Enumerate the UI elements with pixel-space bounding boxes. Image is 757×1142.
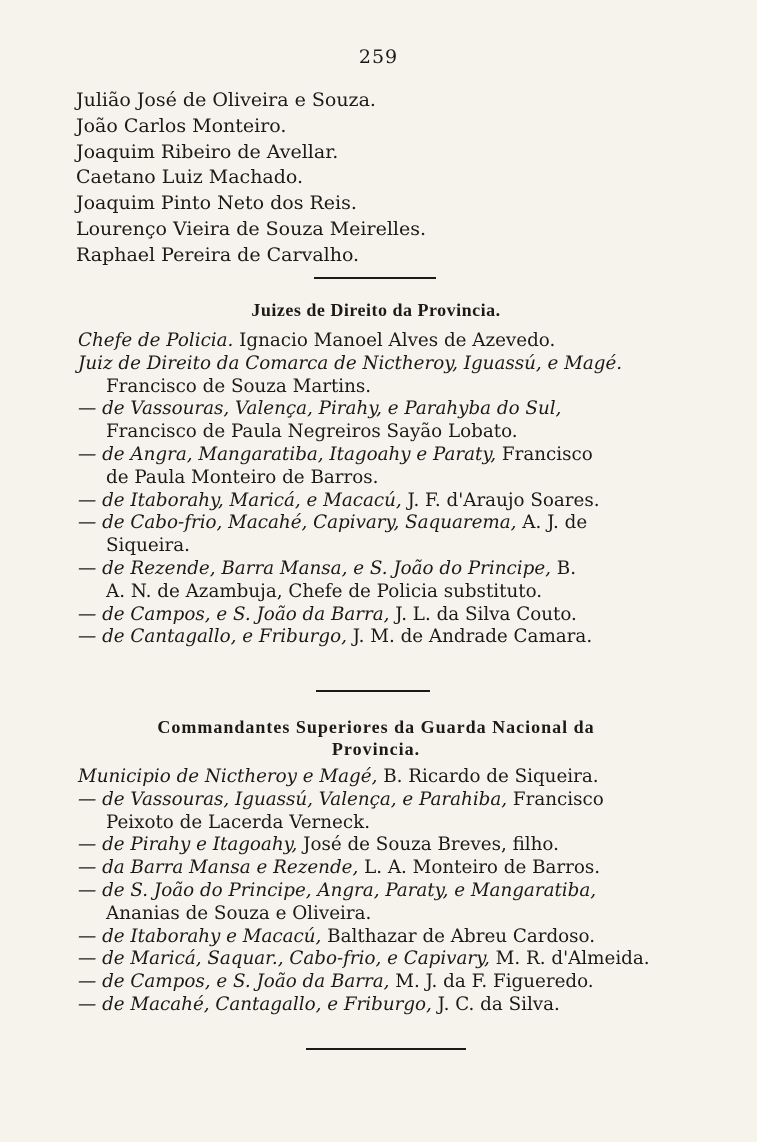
entry-line: — de Pirahy e Itagoahy, José de Souza Breves, filho. <box>78 834 559 856</box>
entry-line: Peixoto de Lacerda Verneck. <box>106 811 371 833</box>
entry-line: — de S. João do Principe, Angra, Paraty, e Mangaratiba, <box>78 879 597 901</box>
entry-line: — de Vassouras, Iguassú, Valença, e Parahiba, Francisco <box>78 788 604 810</box>
name-line: Julião José de Oliveira e Souza. <box>76 89 376 111</box>
entry-line: — de Vassouras, Valença, Pirahy, e Parahyba do Sul, <box>78 398 562 420</box>
entry-line: Ananias de Souza e Oliveira. <box>106 902 372 924</box>
divider-rule <box>306 1048 466 1050</box>
entry-line: — de Itaborahy, Maricá, e Macacú, J. F. d'Araujo Soares. <box>78 489 600 511</box>
name-line: Caetano Luiz Machado. <box>76 166 304 189</box>
name-line: Joaquim Ribeiro de Avellar. <box>76 140 339 163</box>
entry-line: Chefe de Policia. Ignacio Manoel Alves de Azevedo. <box>78 330 556 351</box>
name-line: João Carlos Monteiro. <box>76 114 287 137</box>
entry-line: — de Cabo-frio, Macahé, Capivary, Saquarema, A. J. de <box>78 512 588 534</box>
entry-line: — de Cantagallo, e Friburgo, J. M. de Andrade Camara. <box>78 626 593 648</box>
entry-line: — de Itaborahy e Macacú, Balthazar de Abreu Cardoso. <box>78 925 596 947</box>
entry-line: Francisco de Souza Martins. <box>106 375 372 397</box>
entry-line: — de Rezende, Barra Mansa, e S. João do Principe, B. <box>78 557 577 579</box>
entry-line: Francisco de Paula Negreiros Sayão Lobato. <box>106 421 518 443</box>
entry-line: — de Maricá, Saquar., Cabo-frio, e Capivary, M. R. d'Almeida. <box>78 948 650 970</box>
name-line: Joaquim Pinto Neto dos Reis. <box>76 192 357 215</box>
entry-line: — da Barra Mansa e Rezende, L. A. Monteiro de Barros. <box>78 857 601 879</box>
entry-line: — de Macahé, Cantagallo, e Friburgo, J. C. da Silva. <box>78 993 560 1015</box>
section1-heading: Juizes de Direito da Provincia. <box>251 300 501 320</box>
entry-line: — de Campos, e S. João da Barra, M. J. da F. Figueredo. <box>78 971 594 993</box>
entry-line: de Paula Monteiro de Barros. <box>106 466 379 488</box>
entry-line: — de Angra, Mangaratiba, Itagoahy e Paraty, Francisco <box>78 443 593 465</box>
entry-line: A. N. de Azambuja, Chefe de Policia substituto. <box>106 580 543 602</box>
divider-rule <box>314 277 436 279</box>
entry-line: Siqueira. <box>106 535 190 557</box>
section2-heading <box>76 716 676 760</box>
divider-rule <box>316 690 430 692</box>
entry-line: Municipio de Nictheroy e Magé, B. Ricardo de Siqueira. <box>78 766 599 787</box>
page-number: 259 <box>358 46 399 68</box>
section2-heading-line: Commandantes Superiores da Guarda Nacional da <box>157 717 595 737</box>
name-line: Lourenço Vieira de Souza Meirelles. <box>76 217 427 240</box>
section2-heading-line: Provincia. <box>331 739 421 759</box>
entry-line: — de Campos, e S. João da Barra, J. L. da Silva Couto. <box>78 603 577 625</box>
section1-entries <box>78 330 678 649</box>
name-line: Raphael Pereira de Carvalho. <box>76 243 360 266</box>
section2-entries <box>78 766 678 1017</box>
names-list <box>76 88 676 269</box>
entry-line: Juiz de Direito da Comarca de Nictheroy, Iguassú, e Magé. <box>78 352 623 374</box>
